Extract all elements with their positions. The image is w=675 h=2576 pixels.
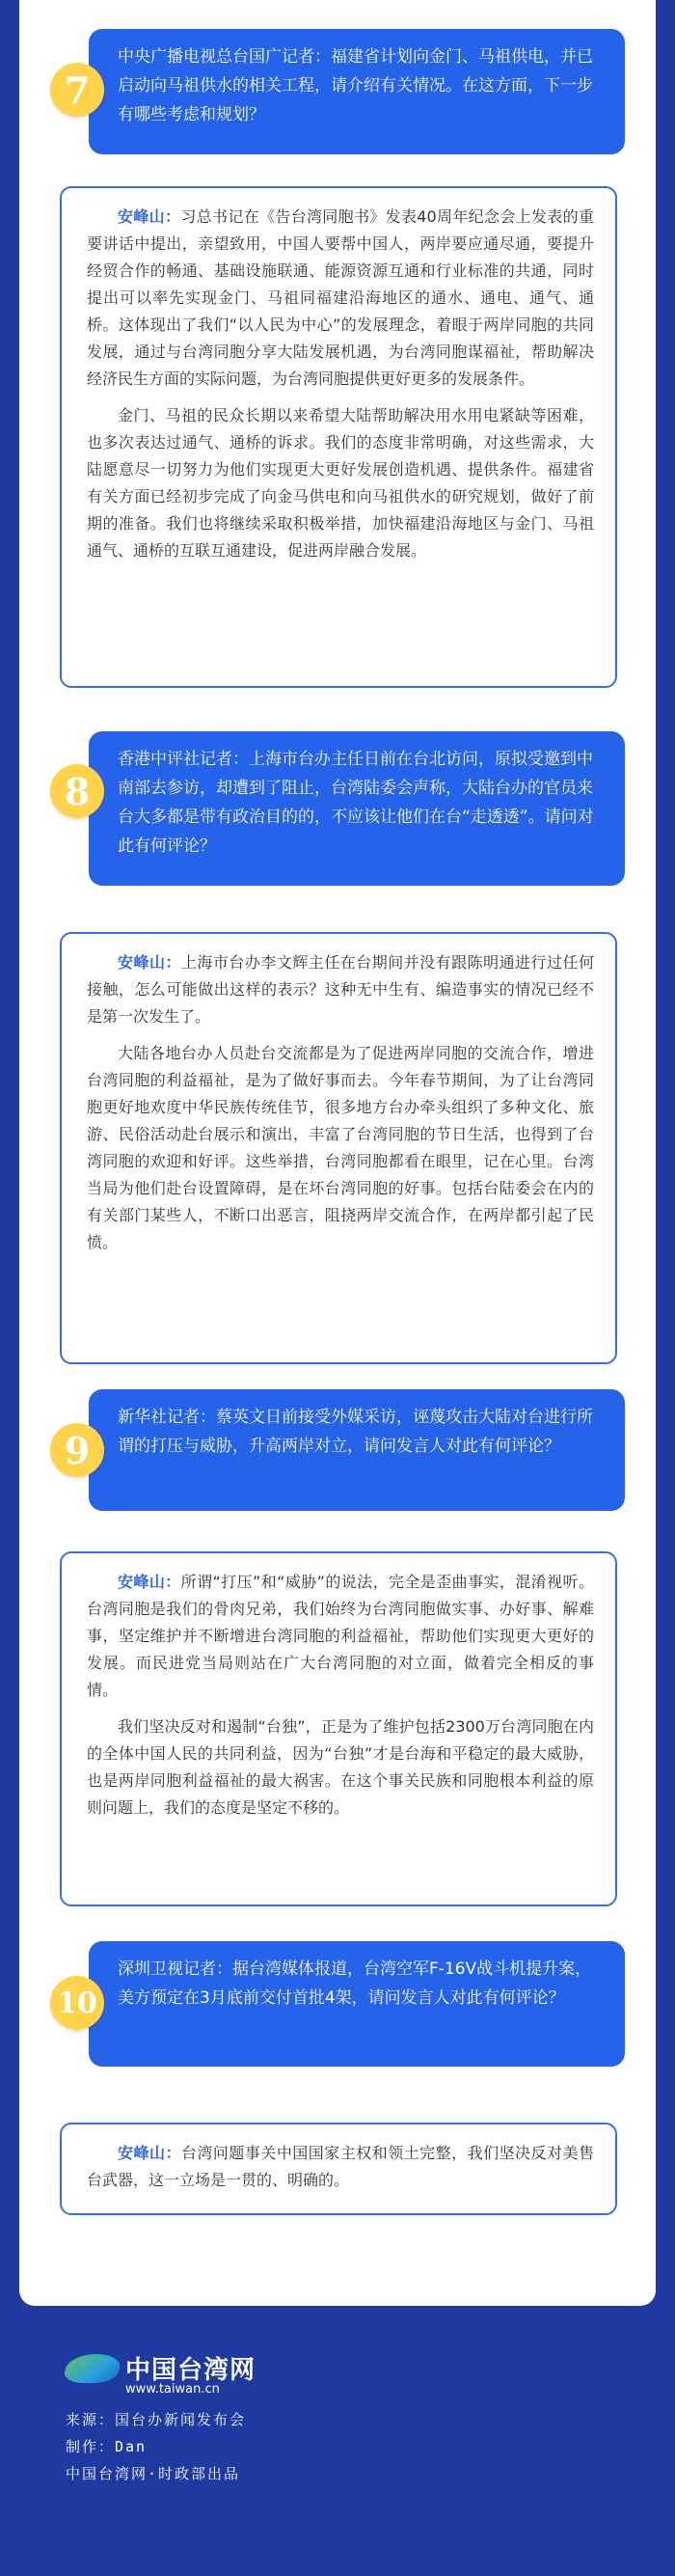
question-text: 香港中评社记者：上海市台办主任日前在台北访问，原拟受邀到中南部去参访，却遭到了阻止，台湾陆委会声称，大陆台办的官员来台大多都是带有政治目的的，不应该让他们在台“走透透”。请问对此有何评论？ xyxy=(89,731,625,886)
speaker-name: 安峰山： xyxy=(118,953,181,972)
question-number-badge: 10 xyxy=(50,1976,104,2030)
producer-credit: 制作：Dan xyxy=(66,2438,148,2455)
question-text: 深圳卫视记者：据台湾媒体报道，台湾空军F-16V战斗机提升案，美方预定在3月底前交付首批4架，请问发言人对此有何评论？ xyxy=(89,1941,625,2067)
question-number-badge: 7 xyxy=(50,63,104,117)
answer-paragraph: 安峰山：台湾问题事关中国国家主权和领土完整，我们坚决反对美售台武器，这一立场是一贯的、明确的。 xyxy=(87,2144,594,2189)
answer-paragraph: 安峰山：上海市台办李文辉主任在台期间并没有跟陈明通进行过任何接触，怎么可能做出这样的表示？这种无中生有、编造事实的情况已经不是第一次发生了。 xyxy=(87,953,594,1026)
question-number-badge: 8 xyxy=(50,764,104,818)
footer xyxy=(66,2350,256,2487)
site-logo xyxy=(66,2350,256,2386)
answer-block-7 xyxy=(60,186,617,688)
logo-text: 中国台湾网 xyxy=(125,2356,256,2385)
publisher-credit: 中国台湾网·时政部出品 xyxy=(66,2465,241,2482)
answer-paragraph: 大陆各地台办人员赴台交流都是为了促进两岸同胞的交流合作，增进台湾同胞的利益福祉，是为了做好事而去。今年春节期间，为了让台湾同胞更好地欢度中华民族传统佳节，很多地方台办牵头组织了多种文化、旅游、民俗活动赴台展示和演出，丰富了台湾同胞的节日生活，也得到了台湾同胞的欢迎和好评。这些举措，台湾同胞都看在眼里，记在心里。台湾当局为他们赴台设置障碍，是在坏台湾同胞的好事。包括台陆委会在内的有关部门某些人，不断口出恶言，阻挠两岸交流合作，在两岸都引起了民愤。 xyxy=(87,1044,594,1251)
answer-paragraph: 金门、马祖的民众长期以来希望大陆帮助解决用水用电紧缺等困难，也多次表达过通气、通桥的诉求。我们的态度非常明确，对这些需求，大陆愿意尽一切努力为他们实现更大更好发展创造机遇、提供条件。福建省有关方面已经初步完成了向金马供电和向马祖供水的研究规划，做好了前期的准备。我们也将继续采取积极举措，加快福建沿海地区与金门、马祖通气、通桥的互联互通建设，促进两岸融合发展。 xyxy=(87,406,594,560)
answer-paragraph: 我们坚决反对和遏制“台独”，正是为了维护包括2300万台湾同胞在内的全体中国人民的共同利益，因为“台独”才是台海和平稳定的最大威胁，也是两岸同胞利益福祉的最大祸害。在这个事关民族和同胞根本利益的原则问题上，我们的态度是坚定不移的。 xyxy=(87,1717,594,1817)
question-text: 中央广播电视总台国广记者：福建省计划向金门、马祖供电，并已启动向马祖供水的相关工程，请介绍有关情况。在这方面，下一步有哪些考虑和规划？ xyxy=(89,29,625,154)
answer-paragraph: 安峰山：习总书记在《告台湾同胞书》发表40周年纪念会上发表的重要讲话中提出，亲望致用，中国人要帮中国人，两岸要应通尽通，要提升经贸合作的畅通、基础设施联通、能源资源互通和行业标准的共通，同时提出可以率先实现金门、马祖同福建沿海地区的通水、通电、通气、通桥。这体现出了我们“以人民为中心”的发展理念，着眼于两岸同胞的共同发展，通过与台湾同胞分享大陆发展机遇，为台湾同胞谋福祉，帮助解决经济民生方面的实际问题，为台湾同胞提供更好更多的发展条件。 xyxy=(87,207,594,388)
answer-block-10 xyxy=(60,2123,617,2215)
question-block-7 xyxy=(50,29,625,154)
question-number-badge: 9 xyxy=(50,1423,104,1477)
question-block-9 xyxy=(50,1389,625,1511)
question-block-8 xyxy=(50,731,625,886)
speaker-name: 安峰山： xyxy=(118,1573,181,1591)
source-credit: 来源：国台办新闻发布会 xyxy=(66,2411,247,2428)
logo-url: www.taiwan.cn xyxy=(125,2382,220,2397)
speaker-name: 安峰山： xyxy=(118,2144,181,2162)
answer-block-9 xyxy=(60,1551,617,1906)
speaker-name: 安峰山： xyxy=(118,207,181,226)
question-block-10 xyxy=(50,1941,625,2067)
question-text: 新华社记者：蔡英文日前接受外媒采访，诬蔑攻击大陆对台进行所谓的打压与威胁，升高两岸对立，请问发言人对此有何评论？ xyxy=(89,1389,625,1511)
logo-icon xyxy=(62,2354,123,2383)
answer-block-8 xyxy=(60,932,617,1364)
answer-paragraph: 安峰山：所谓“打压”和“威胁”的说法，完全是歪曲事实，混淆视听。台湾同胞是我们的骨肉兄弟，我们始终为台湾同胞做实事、办好事、解难事，坚定维护并不断增进台湾同胞的利益福祉，帮助他们实现更大更好的发展。而民进党当局则站在广大台湾同胞的对立面，做着完全相反的事情。 xyxy=(87,1573,594,1699)
